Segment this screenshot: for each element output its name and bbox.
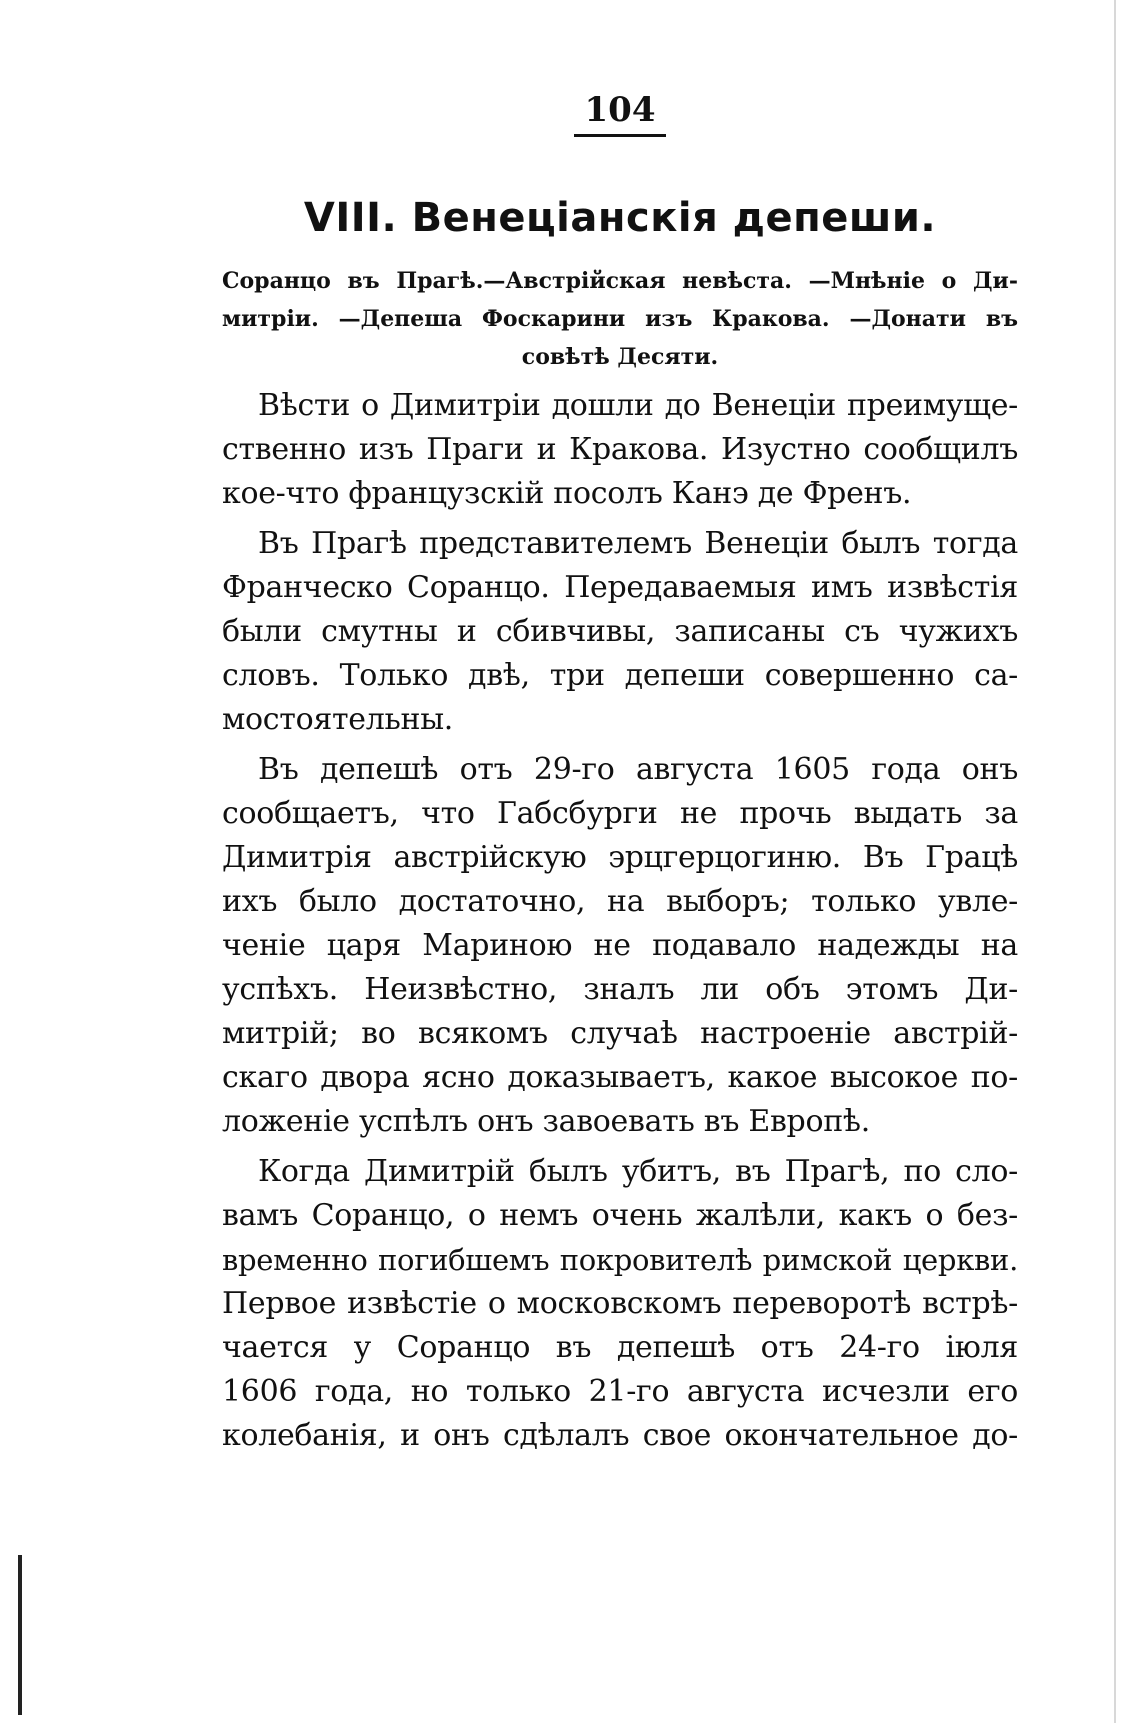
text-line: успѣхъ. Неизвѣстно, зналъ ли объ этомъ Ди-	[222, 972, 1018, 1007]
synopsis-line: митріи. —Депеша Фоскарини изъ Кракова. —Донати въ	[222, 306, 1018, 332]
text-line: сообщаетъ, что Габсбурги не прочь выдать за	[222, 796, 1018, 831]
page-number: 104	[584, 90, 656, 130]
chapter-title: VIII. Венеціанскія депеши.	[303, 195, 937, 241]
paragraph	[222, 1150, 1018, 1458]
paragraph	[222, 384, 1018, 516]
paragraph	[222, 522, 1018, 742]
text-line: ихъ было достаточно, на выборъ; только увле-	[222, 884, 1018, 919]
page-number-underline	[574, 134, 666, 137]
text-line: вамъ Соранцо, о немъ очень жалѣли, какъ о без-	[222, 1198, 1018, 1233]
body-text	[222, 384, 1018, 1464]
text-line: ложеніе успѣлъ онъ завоевать въ Европѣ.	[222, 1104, 870, 1139]
text-line: были смутны и сбивчивы, записаны съ чужихъ	[222, 614, 1018, 649]
text-line: скаго двора ясно доказываетъ, какое высокое по-	[222, 1060, 1018, 1095]
text-line: кое-что французскій посолъ Канэ де Френъ.	[222, 476, 912, 511]
text-line: Въ Прагѣ представителемъ Венеціи былъ тогда	[258, 526, 1018, 561]
text-line: ственно изъ Праги и Кракова. Изустно сообщилъ	[222, 432, 1018, 467]
text-line: митрій; во всякомъ случаѣ настроеніе австрій-	[222, 1016, 1018, 1051]
scan-edge-mark	[18, 1555, 22, 1715]
text-line: 1606 года, но только 21-го августа исчезли его	[222, 1374, 1018, 1409]
text-line: ченіе царя Мариною не подавало надежды на	[222, 928, 1018, 963]
synopsis-line: Соранцо въ Прагѣ.—Австрійская невѣста. —Мнѣніе о Ди-	[222, 268, 1018, 294]
text-line: чается у Соранцо въ депешѣ отъ 24-го іюля	[222, 1330, 1018, 1365]
text-line: временно погибшемъ покровителѣ римской церкви.	[222, 1243, 1018, 1277]
text-line: Вѣсти о Димитріи дошли до Венеціи преимуще-	[258, 388, 1018, 423]
text-line: Когда Димитрій былъ убитъ, въ Прагѣ, по сло-	[258, 1154, 1018, 1189]
paragraph	[222, 748, 1018, 1144]
synopsis-line: совѣтѣ Десяти.	[521, 344, 719, 370]
text-line: словъ. Только двѣ, три депеши совершенно са-	[222, 658, 1018, 693]
text-line: Первое извѣстіе о московскомъ переворотѣ встрѣ-	[222, 1286, 1018, 1321]
text-line: Франческо Соранцо. Передаваемыя имъ извѣстія	[222, 570, 1018, 605]
text-line: колебанія, и онъ сдѣлалъ свое окончательное до-	[222, 1418, 1018, 1453]
text-line: Въ депешѣ отъ 29-го августа 1605 года онъ	[258, 752, 1018, 787]
text-line: мостоятельны.	[222, 702, 454, 737]
scan-edge-rule	[1114, 0, 1116, 1723]
chapter-synopsis	[222, 262, 1018, 376]
text-line: Димитрія австрійскую эрцгерцогиню. Въ Грацѣ	[222, 840, 1018, 875]
